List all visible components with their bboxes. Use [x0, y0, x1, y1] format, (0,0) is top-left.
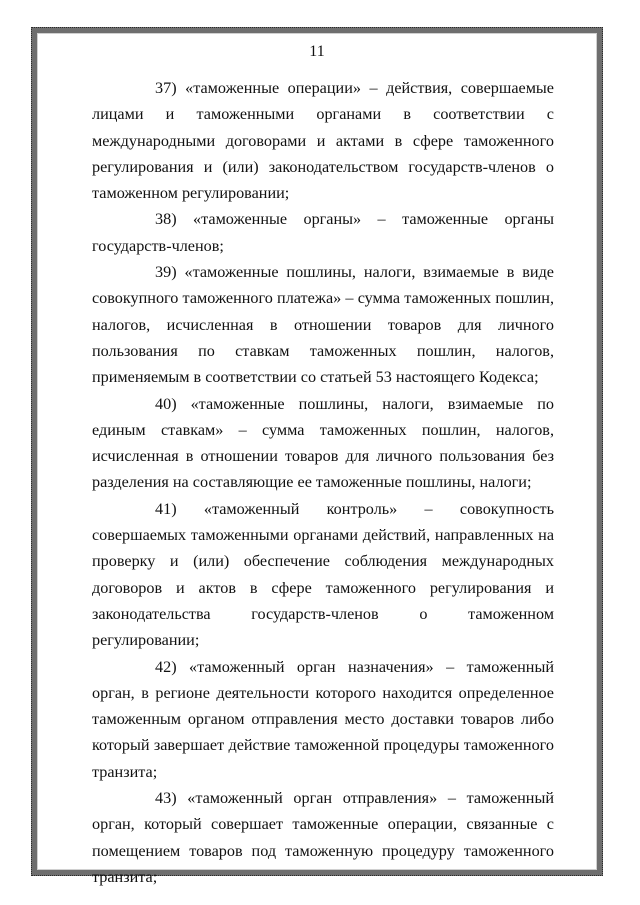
- document-body: [92, 75, 554, 890]
- definition-paragraph-42: 42) «таможенный орган назначения» – таможенный орган, в регионе деятельности которого находится определенное таможенным органом отправления место доставки товаров либо который завершает действие таможенной процедуры таможенного транзита;: [92, 657, 554, 781]
- definition-paragraph-37: 37) «таможенные операции» – действия, совершаемые лицами и таможенными органами в соответствии с международными договорами и актами в сфере таможенного регулирования и (или) законодательством государств-членов о таможенном регулировании;: [92, 79, 554, 203]
- definition-paragraph-38: 38) «таможенные органы» – таможенные органы государств-членов;: [92, 210, 554, 255]
- definition-paragraph-41: 41) «таможенный контроль» – совокупность совершаемых таможенными органами действий, направленных на проверку и (или) обеспечение соблюдения международных договоров и актов в сфере таможенного регулирования и законодательства государств-членов о таможенном регулировании;: [92, 499, 554, 650]
- definition-paragraph-40: 40) «таможенные пошлины, налоги, взимаемые по единым ставкам» – сумма таможенных пошлин, налогов, исчисленная в отношении товаров для личного пользования без разделения на составляющие ее таможенные пошлины, налоги;: [92, 394, 554, 492]
- definition-paragraph-39: 39) «таможенные пошлины, налоги, взимаемые в виде совокупного таможенного платежа» – сумма таможенных пошлин, налогов, исчисленная в отношении товаров для личного пользования по ставкам таможенных пошлин, налогов, применяемым в соответствии со статьей 53 настоящего Кодекса;: [92, 263, 554, 387]
- document-page: [31, 27, 603, 886]
- definition-paragraph-43: 43) «таможенный орган отправления» – таможенный орган, который совершает таможенные операции, связанные с помещением товаров под таможенную процедуру таможенного транзита;: [92, 789, 554, 886]
- page-number: 11: [309, 43, 325, 60]
